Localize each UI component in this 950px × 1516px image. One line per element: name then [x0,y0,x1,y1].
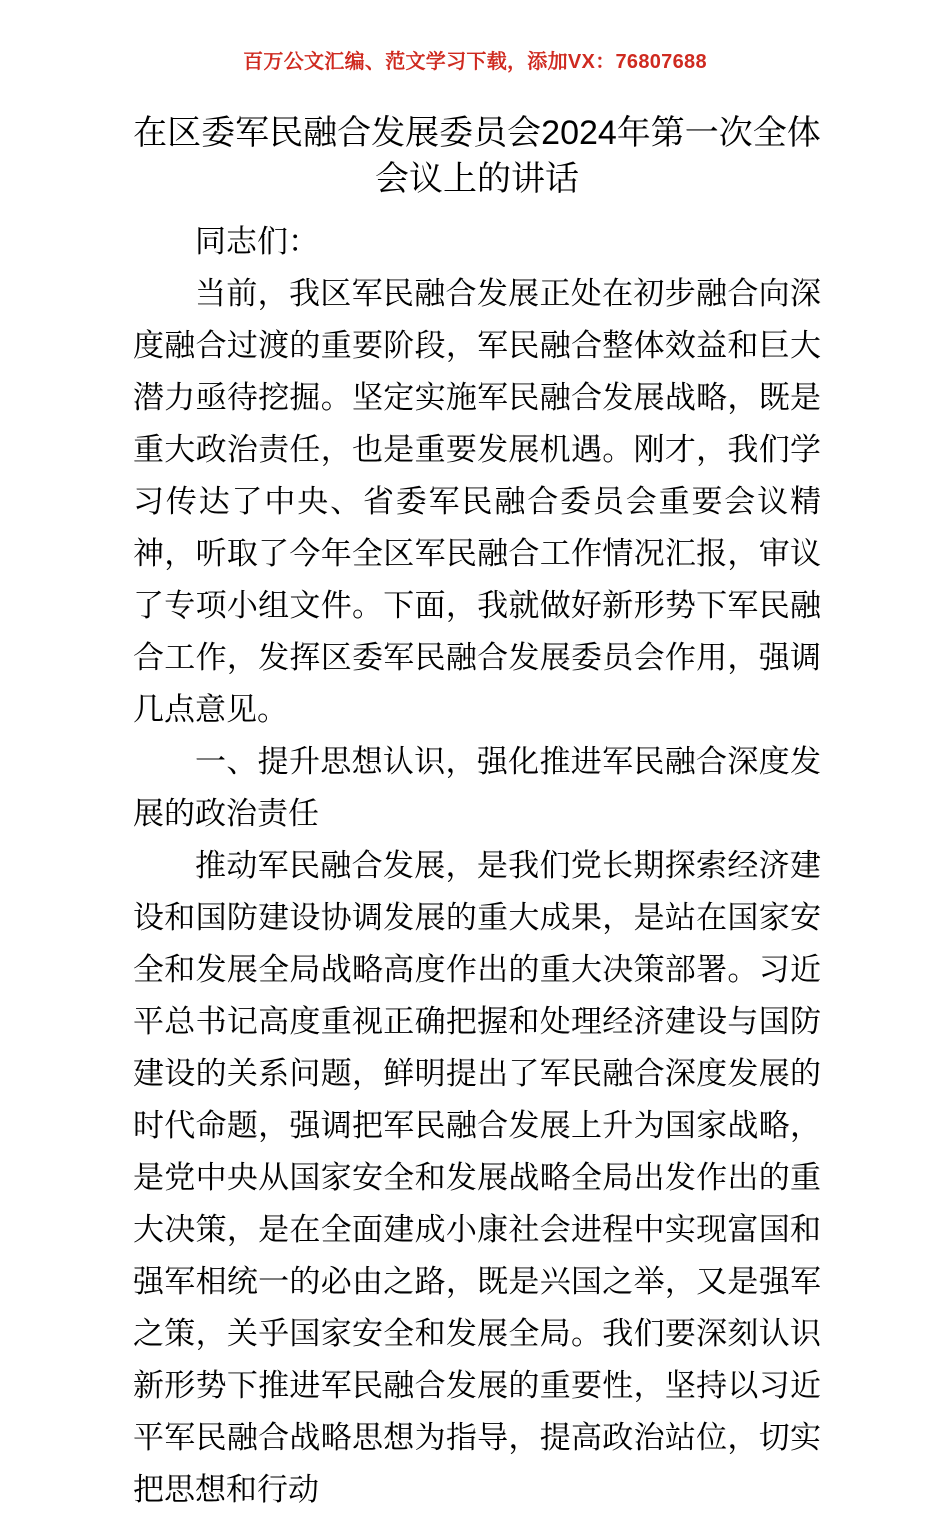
page-title: 在区委军民融合发展委员会2024年第一次全体会议上的讲话 [133,114,821,198]
paragraph-section-one-body: 推动军民融合发展，是我们党长期探索经济建设和国防建设协调发展的重大成果，是站在国家安全和发展全局战略高度作出的重大决策部署。习近平总书记高度重视正确把握和处理经济建设与国防建设的关系问题，鲜明提出了军民融合深度发展的时代命题，强调把军民融合发展上升为国家战略，是党中央从国家安全和发展战略全局出发作出的重大决策，是在全面建成小康社会进程中实现富国和强军相统一的必由之路，既是兴国之举，又是强军之策，关乎国家安全和发展全局。我们要深刻认识新形势下推进军民融合发展的重要性，坚持以习近平军民融合战略思想为指导，提高政治站位，切实把思想和行动 [133,848,821,1507]
paragraph-intro: 当前，我区军民融合发展正处在初步融合向深度融合过渡的重要阶段，军民融合整体效益和巨大潜力亟待挖掘。坚定实施军民融合发展战略，既是重大政治责任，也是重要发展机遇。刚才，我们学习传达了中央、省委军民融合委员会重要会议精神，听取了今年全区军民融合工作情况汇报，审议了专项小组文件。下面，我就做好新形势下军民融合工作，发挥区委军民融合发展委员会作用，强调几点意见。 [133,276,821,727]
salutation: 同志们： [195,224,319,259]
document-body [133,110,821,1516]
section-heading-one: 一、提升思想认识，强化推进军民融合深度发展的政治责任 [133,744,821,831]
promo-banner: 百万公文汇编、范文学习下载，添加VX：76807688 [243,51,707,73]
